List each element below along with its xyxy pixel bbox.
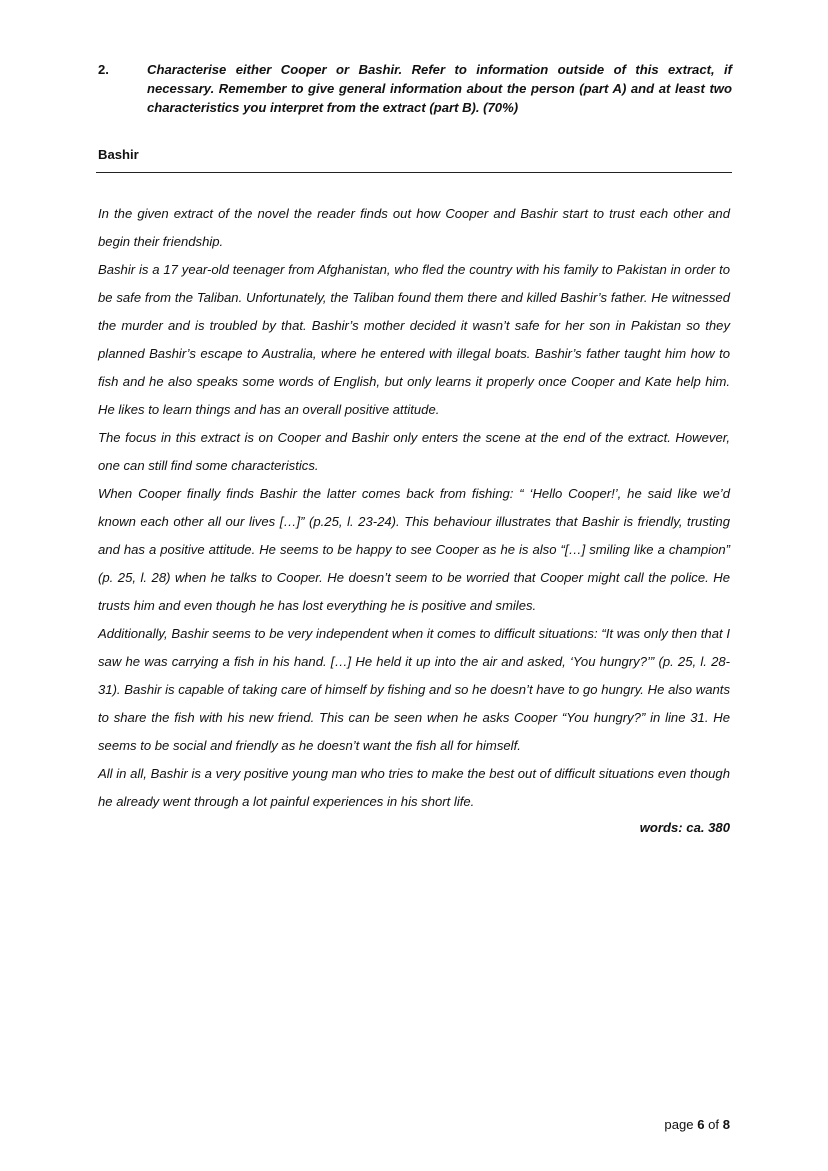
section-title: Bashir xyxy=(98,147,139,162)
question-number: 2. xyxy=(98,62,109,77)
page-label-prefix: page xyxy=(664,1117,698,1132)
essay-paragraph: All in all, Bashir is a very positive young man who tries to make the best out of difficult situations even though he already went through a lot painful experiences in his short life. xyxy=(98,766,730,809)
page-footer xyxy=(664,1115,730,1134)
essay-paragraph: The focus in this extract is on Cooper and Bashir only enters the scene at the end of the extract. However, one can still find some characteristics. xyxy=(98,430,730,473)
word-count: words: ca. 380 xyxy=(639,820,730,835)
total-pages-number: 8 xyxy=(722,1117,730,1132)
essay-body xyxy=(98,200,730,816)
current-page-number: 6 xyxy=(697,1117,705,1132)
essay-paragraph: In the given extract of the novel the reader finds out how Cooper and Bashir start to trust each other and begin their friendship. xyxy=(98,206,730,249)
question-block xyxy=(98,60,732,117)
question-text: Characterise either Cooper or Bashir. Refer to information outside of this extract, if necessary. Remember to give general information about the person (part A) and at least two characteristics you interpret from the extract (part B). (70%) xyxy=(147,62,732,115)
horizontal-divider xyxy=(96,172,732,173)
essay-paragraph: When Cooper finally finds Bashir the latter comes back from fishing: “ ‘Hello Cooper!’, he said like we’d known each other all our lives […]” (p.25, l. 23-24). This behaviour illustrates that Bashir is friendly, trusting and has a positive attitude. He seems to be happy to see Cooper as he is also “[…] smiling like a champion” (p. 25, l. 28) when he talks to Cooper. He doesn’t seem to be worried that Cooper might call the police. He trusts him and even though he has lost everything he is positive and smiles. xyxy=(98,486,730,613)
essay-paragraph: Bashir is a 17 year-old teenager from Afghanistan, who fled the country with his family to Pakistan in order to be safe from the Taliban. Unfortunately, the Taliban found them there and killed Bashir’s father. He witnessed the murder and is troubled by that. Bashir’s mother decided it wasn’t safe for her son in Pakistan so they planned Bashir’s escape to Australia, where he entered with illegal boats. Bashir’s father taught him how to fish and he also speaks some words of English, but only learns it properly once Cooper and Kate help him. He likes to learn things and has an overall positive attitude. xyxy=(98,262,730,417)
essay-paragraph: Additionally, Bashir seems to be very independent when it comes to difficult situations: “It was only then that I saw he was carrying a fish in his hand. […] He held it up into the air and asked, ‘You hungry?’” (p. 25, l. 28-31). Bashir is capable of taking care of himself by fishing and so he doesn’t have to go hungry. He also wants to share the fish with his new friend. This can be seen when he asks Cooper “You hungry?” in line 31. He seems to be social and friendly as he doesn’t want the fish all for himself. xyxy=(98,626,730,753)
page-label-of: of xyxy=(704,1117,723,1132)
